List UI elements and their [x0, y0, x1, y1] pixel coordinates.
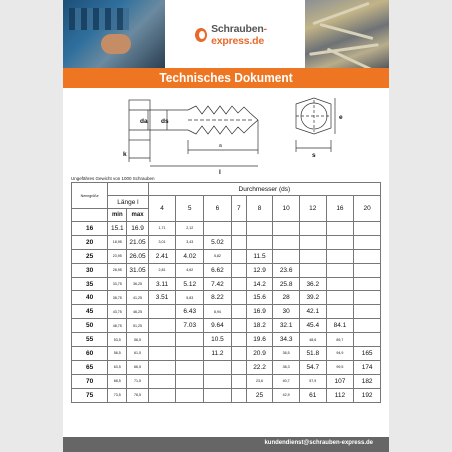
cell-weight-d5	[176, 388, 204, 402]
cell-weight-d16: 84.1	[326, 319, 354, 333]
cell-nenngroesse: 40	[72, 291, 108, 305]
cell-weight-d12: 61	[299, 388, 326, 402]
cell-weight-d12	[299, 249, 326, 263]
screw-tray-image	[69, 8, 129, 30]
cell-weight-d20	[354, 235, 381, 249]
header-empty	[72, 209, 108, 222]
cell-weight-d16	[326, 249, 354, 263]
cell-weight-d7	[231, 263, 246, 277]
cell-weight-d8: 15.6	[246, 291, 273, 305]
cell-weight-d6	[204, 222, 232, 236]
cell-nenngroesse: 65	[72, 360, 108, 374]
cell-max: 46,25	[127, 305, 148, 319]
cell-weight-d5: 5,83	[176, 291, 204, 305]
cell-weight-d8: 19.6	[246, 333, 273, 347]
cell-max: 71,5	[127, 374, 148, 388]
header-diameter-4: 4	[148, 196, 176, 222]
cell-weight-d5	[176, 333, 204, 347]
cell-weight-d20	[354, 222, 381, 236]
cell-weight-d10: 25.8	[273, 277, 300, 291]
cell-weight-d20	[354, 305, 381, 319]
header-max: max	[127, 209, 148, 222]
cell-weight-d6	[204, 374, 232, 388]
cell-weight-d4: 3.51	[148, 291, 176, 305]
cell-weight-d16: 99,5	[326, 360, 354, 374]
cell-weight-d4	[148, 305, 176, 319]
cell-weight-d12	[299, 235, 326, 249]
cell-weight-d4	[148, 360, 176, 374]
cell-max: 41,25	[127, 291, 148, 305]
cell-weight-d6: 11.2	[204, 347, 232, 361]
hand-image	[101, 34, 131, 54]
table-row	[72, 222, 381, 236]
cell-weight-d20: 165	[354, 347, 381, 361]
cell-weight-d6: 6.62	[204, 263, 232, 277]
cell-weight-d20	[354, 319, 381, 333]
cell-weight-d10: 28	[273, 291, 300, 305]
cell-min: 23,95	[108, 249, 127, 263]
cell-max: 61,5	[127, 347, 148, 361]
header-diameter-16: 16	[326, 196, 354, 222]
cell-weight-d8: 25	[246, 388, 273, 402]
cell-weight-d16	[326, 277, 354, 291]
cell-weight-d10: 30	[273, 305, 300, 319]
cell-weight-d8	[246, 222, 273, 236]
cell-weight-d20: 192	[354, 388, 381, 402]
cell-weight-d10: 42,9	[273, 388, 300, 402]
cell-weight-d12: 48,6	[299, 333, 326, 347]
cell-nenngroesse: 16	[72, 222, 108, 236]
cell-weight-d8: 14.2	[246, 277, 273, 291]
cell-weight-d4	[148, 347, 176, 361]
cell-weight-d16	[326, 235, 354, 249]
cell-weight-d6	[204, 360, 232, 374]
cell-weight-d6: 7.42	[204, 277, 232, 291]
cell-weight-d5: 5.12	[176, 277, 204, 291]
cell-max: 36,25	[127, 277, 148, 291]
table-body	[72, 222, 381, 403]
cell-weight-d4	[148, 333, 176, 347]
cell-weight-d16: 107	[326, 374, 354, 388]
document-title: Technisches Dokument	[159, 70, 293, 85]
label-da: da	[140, 118, 148, 125]
table-row	[72, 347, 381, 361]
cell-weight-d10: 36,5	[273, 347, 300, 361]
table-row	[72, 291, 381, 305]
cell-weight-d20	[354, 249, 381, 263]
cell-weight-d8: 22.2	[246, 360, 273, 374]
cell-weight-d6: 5,82	[204, 249, 232, 263]
title-band	[63, 68, 389, 88]
cell-weight-d7	[231, 388, 246, 402]
cell-weight-d5	[176, 347, 204, 361]
cell-weight-d10	[273, 249, 300, 263]
cell-min: 33,75	[108, 277, 127, 291]
cell-weight-d12	[299, 263, 326, 277]
cell-weight-d5: 2,12	[176, 222, 204, 236]
cell-weight-d10: 32.1	[273, 319, 300, 333]
cell-weight-d4: 2.41	[148, 249, 176, 263]
screw-image	[312, 2, 369, 25]
cell-min: 48,75	[108, 319, 127, 333]
table-row	[72, 388, 381, 402]
cell-weight-d5: 4,62	[176, 263, 204, 277]
screw-drawing-svg	[63, 92, 389, 176]
table-row	[72, 235, 381, 249]
cell-weight-d7	[231, 374, 246, 388]
header-photo-screws	[305, 0, 389, 68]
cell-weight-d8: 11.5	[246, 249, 273, 263]
thread-top	[188, 106, 258, 120]
cell-max: 56,5	[127, 333, 148, 347]
header-diameter-8: 8	[246, 196, 273, 222]
cell-weight-d10: 34.3	[273, 333, 300, 347]
cell-weight-d8: 18.2	[246, 319, 273, 333]
cell-weight-d8: 23,6	[246, 374, 273, 388]
cell-weight-d10: 40,7	[273, 374, 300, 388]
cell-weight-d5: 7.03	[176, 319, 204, 333]
cell-weight-d7	[231, 291, 246, 305]
cell-max: 26.05	[127, 249, 148, 263]
label-s: s	[312, 152, 316, 159]
cell-weight-d12: 45.4	[299, 319, 326, 333]
cell-nenngroesse: 50	[72, 319, 108, 333]
cell-weight-d4: 2,81	[148, 263, 176, 277]
cell-weight-d6: 8,94	[204, 305, 232, 319]
technical-drawing	[63, 92, 389, 176]
label-ds: ds	[161, 118, 169, 125]
cell-nenngroesse: 75	[72, 388, 108, 402]
cell-weight-d4: 3,01	[148, 235, 176, 249]
cell-weight-d4: 3.11	[148, 277, 176, 291]
cell-weight-d6: 9.64	[204, 319, 232, 333]
cell-weight-d16	[326, 263, 354, 277]
weight-table	[71, 182, 381, 403]
cell-weight-d16	[326, 222, 354, 236]
cell-min: 73,5	[108, 388, 127, 402]
document-page	[63, 0, 389, 452]
cell-weight-d7	[231, 222, 246, 236]
brand-logo[interactable]	[195, 23, 305, 47]
cell-weight-d12: 54.7	[299, 360, 326, 374]
table-row	[72, 263, 381, 277]
header-nenngroesse: Nenngröße	[72, 183, 108, 209]
cell-weight-d20	[354, 291, 381, 305]
cell-weight-d7	[231, 235, 246, 249]
cell-weight-d6: 10.5	[204, 333, 232, 347]
cell-weight-d12: 42.1	[299, 305, 326, 319]
cell-weight-d4: 1,71	[148, 222, 176, 236]
cell-weight-d7	[231, 277, 246, 291]
label-e: e	[339, 114, 343, 121]
cell-nenngroesse: 30	[72, 263, 108, 277]
header-photo-tools	[63, 0, 165, 68]
cell-min: 68,5	[108, 374, 127, 388]
cell-weight-d6: 5.02	[204, 235, 232, 249]
cell-weight-d10: 23.6	[273, 263, 300, 277]
table-row	[72, 360, 381, 374]
cell-nenngroesse: 20	[72, 235, 108, 249]
cell-weight-d7	[231, 333, 246, 347]
cell-weight-d8: 20.9	[246, 347, 273, 361]
thread-bottom	[188, 120, 258, 134]
cell-weight-d20	[354, 263, 381, 277]
table-caption: Ungefähres Gewicht von 1000 Schrauben	[71, 176, 155, 181]
label-k: k	[123, 151, 127, 158]
header-durchmesser: Durchmesser (ds)	[148, 183, 380, 196]
logo-area	[165, 0, 305, 68]
cell-max: 76,5	[127, 388, 148, 402]
cell-nenngroesse: 70	[72, 374, 108, 388]
cell-weight-d20	[354, 277, 381, 291]
cell-max: 16.9	[127, 222, 148, 236]
header-min: min	[108, 209, 127, 222]
cell-weight-d5	[176, 374, 204, 388]
table-row	[72, 319, 381, 333]
cell-nenngroesse: 55	[72, 333, 108, 347]
cell-weight-d4	[148, 388, 176, 402]
cell-weight-d20: 182	[354, 374, 381, 388]
cell-nenngroesse: 25	[72, 249, 108, 263]
cell-weight-d16: 94,9	[326, 347, 354, 361]
cell-max: 51,25	[127, 319, 148, 333]
cell-weight-d12: 51.8	[299, 347, 326, 361]
header-banner	[63, 0, 389, 68]
cell-weight-d4	[148, 319, 176, 333]
cell-weight-d6: 8.22	[204, 291, 232, 305]
cell-weight-d16	[326, 291, 354, 305]
header-diameter-10: 10	[273, 196, 300, 222]
label-a: a	[219, 143, 222, 149]
cell-weight-d10: 38,3	[273, 360, 300, 374]
table-row	[72, 333, 381, 347]
cell-weight-d7	[231, 360, 246, 374]
cell-weight-d8: 16.9	[246, 305, 273, 319]
cell-weight-d12	[299, 222, 326, 236]
screw-image	[320, 23, 374, 40]
cell-max: 21.05	[127, 235, 148, 249]
table-row	[72, 277, 381, 291]
cell-weight-d7	[231, 319, 246, 333]
table-row	[72, 374, 381, 388]
cell-nenngroesse: 60	[72, 347, 108, 361]
header-diameter-6: 6	[204, 196, 232, 222]
cell-min: 38,75	[108, 291, 127, 305]
cell-weight-d16	[326, 305, 354, 319]
cell-weight-d10	[273, 235, 300, 249]
header-diameter-7: 7	[231, 196, 246, 222]
cell-weight-d12: 39.2	[299, 291, 326, 305]
cell-weight-d8	[246, 235, 273, 249]
header-laenge: Länge l	[108, 196, 148, 209]
cell-weight-d5: 3,43	[176, 235, 204, 249]
cell-weight-d12: 36.2	[299, 277, 326, 291]
cell-weight-d20: 174	[354, 360, 381, 374]
table-row	[72, 305, 381, 319]
header-diameter-20: 20	[354, 196, 381, 222]
cell-weight-d20	[354, 333, 381, 347]
cell-min: 58,5	[108, 347, 127, 361]
cell-max: 66,5	[127, 360, 148, 374]
cell-min: 63,5	[108, 360, 127, 374]
cell-min: 18,95	[108, 235, 127, 249]
screw-image	[309, 43, 379, 56]
footer-email-link[interactable]: kundendienst@schrauben-express.de	[264, 440, 373, 446]
cell-weight-d7	[231, 249, 246, 263]
cell-weight-d5: 4.02	[176, 249, 204, 263]
header-empty	[108, 183, 148, 196]
footer-bar	[63, 437, 389, 452]
header-diameter-5: 5	[176, 196, 204, 222]
cell-min: 28,95	[108, 263, 127, 277]
brand-logo-icon	[195, 28, 207, 42]
cell-nenngroesse: 45	[72, 305, 108, 319]
cell-weight-d7	[231, 305, 246, 319]
cell-nenngroesse: 35	[72, 277, 108, 291]
cell-weight-d16: 89,7	[326, 333, 354, 347]
brand-name: Schrauben-express.de	[211, 23, 267, 47]
cell-weight-d5: 6.43	[176, 305, 204, 319]
cell-weight-d6	[204, 388, 232, 402]
cell-min: 53,5	[108, 333, 127, 347]
cell-weight-d16: 112	[326, 388, 354, 402]
cell-weight-d5	[176, 360, 204, 374]
cell-weight-d8: 12.9	[246, 263, 273, 277]
label-l: l	[219, 169, 221, 176]
table-row	[72, 249, 381, 263]
cell-max: 31.05	[127, 263, 148, 277]
cell-min: 15.1	[108, 222, 127, 236]
cell-weight-d7	[231, 347, 246, 361]
cell-weight-d4	[148, 374, 176, 388]
cell-min: 43,75	[108, 305, 127, 319]
cell-weight-d10	[273, 222, 300, 236]
cell-weight-d12: 57,9	[299, 374, 326, 388]
header-diameter-12: 12	[299, 196, 326, 222]
